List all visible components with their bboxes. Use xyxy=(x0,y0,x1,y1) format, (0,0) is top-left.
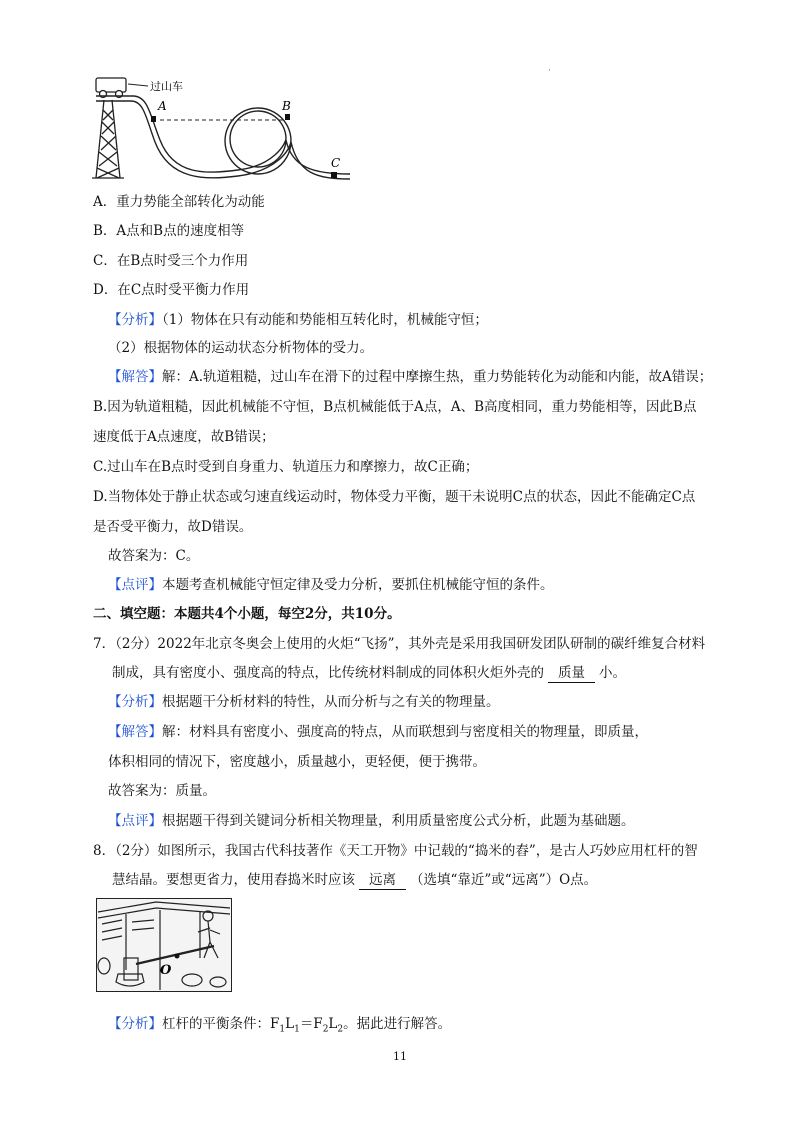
q7-answer-1: 解：材料具有密度小、强度高的特点，从而联想到与密度相关的物理量，即质量， xyxy=(162,724,648,740)
option-b: B．A点和B点的速度相等 xyxy=(93,223,245,239)
q6-answer-2: B.因为轨道粗糙，因此机械能不守恒，B点机械能低于A点，A、B高度相同，重力势能相等，因此B点 xyxy=(93,399,697,415)
q7-final: 故答案为：质量。 xyxy=(108,783,216,799)
option-c: C．在B点时受三个力作用 xyxy=(93,253,249,269)
q7-line2-post: 小。 xyxy=(599,665,626,681)
review-tag: 【点评】 xyxy=(108,813,162,829)
q8-analysis-line xyxy=(108,1015,451,1039)
sub-2: 1 xyxy=(294,1024,300,1035)
q6-answer-6: 是否受平衡力，故D错误。 xyxy=(93,519,253,535)
rice-pounding-figure xyxy=(96,898,232,992)
label-c: C xyxy=(331,156,341,170)
q7-line1: 7．（2分）2022年北京冬奥会上使用的火炬“飞扬”，其外壳是采用我国研发团队研制的碳纤维复合材料 xyxy=(93,636,706,652)
q7-analysis: 根据题干分析材料的特性，从而分析与之有关的物理量。 xyxy=(162,694,500,710)
q6-answer-3: 速度低于A点速度，故B错误； xyxy=(93,429,275,445)
q6-final: 故答案为：C。 xyxy=(108,548,200,564)
label-car: 过山车 xyxy=(150,80,183,93)
sub-3: 2 xyxy=(322,1024,329,1035)
page-number: 11 xyxy=(393,1050,407,1063)
coaster-car xyxy=(96,78,126,98)
analysis-tag: 【分析】 xyxy=(108,1016,162,1032)
q8-blank-answer: 远离 xyxy=(359,871,406,890)
q6-answer-4: C.过山车在B点时受到自身重力、轨道压力和摩擦力，故C正确； xyxy=(93,459,479,475)
q6-analysis-2: （2）根据物体的运动状态分析物体的受力。 xyxy=(108,340,374,356)
stray-dot: · xyxy=(548,66,551,76)
analysis-tag: 【分析】 xyxy=(108,694,162,710)
q7-line2-pre: 制成，具有密度小、强度高的特点，比传统材料制成的同体积火炬外壳的 xyxy=(112,665,544,681)
q8-line2-post: （选填“靠近”或“远离”）O点。 xyxy=(410,872,598,888)
q8-analysis-mid2: ＝F xyxy=(299,1016,323,1032)
q6-analysis-1: （1）物体在只有动能和势能相互转化时，机械能守恒； xyxy=(162,312,488,328)
q8-analysis-mid3: L xyxy=(328,1016,338,1032)
q8-line1: 8．（2分）如图所示，我国古代科技著作《天工开物》中记载的“捣米的舂”，是古人巧妙应用杠杆的智 xyxy=(93,843,698,859)
label-a: A xyxy=(158,99,167,113)
q6-analysis-line xyxy=(108,311,488,329)
analysis-tag: 【分析】 xyxy=(108,312,162,328)
q8-analysis-post: 。据此进行解答。 xyxy=(343,1016,452,1032)
q7-blank-answer: 质量 xyxy=(548,664,595,683)
q8-line2 xyxy=(112,871,597,890)
fulcrum-label: O xyxy=(160,963,172,978)
q6-answer-line xyxy=(108,368,712,386)
option-a: A．重力势能全部转化为动能 xyxy=(93,194,265,210)
sub-4: 2 xyxy=(337,1024,344,1035)
point-b-marker xyxy=(285,114,290,120)
sub-1: 1 xyxy=(279,1024,286,1035)
point-c-marker xyxy=(331,172,337,178)
point-a-marker xyxy=(151,116,156,122)
q6-review-line xyxy=(108,576,554,594)
q7-review: 根据题干得到关键词分析相关物理量，利用质量密度公式分析，此题为基础题。 xyxy=(162,813,635,829)
section-title: 二、填空题：本题共4个小题，每空2分，共10分。 xyxy=(93,606,401,622)
q7-line2 xyxy=(112,664,626,683)
q6-answer-1: 解：A.轨道粗糙，过山车在滑下的过程中摩擦生热，重力势能转化为动能和内能，故A错误； xyxy=(162,369,713,385)
q8-analysis-mid1: L xyxy=(285,1016,295,1032)
roller-coaster-figure xyxy=(88,70,358,185)
q7-analysis-line xyxy=(108,693,500,711)
fulcrum-dot xyxy=(175,954,180,959)
q8-analysis-pre: 杠杆的平衡条件：F xyxy=(162,1016,280,1032)
q8-line2-pre: 慧结晶。要想更省力，使用舂捣米时应该 xyxy=(112,872,355,888)
review-tag: 【点评】 xyxy=(108,577,162,593)
q6-answer-5: D.当物体处于静止状态或匀速直线运动时，物体受力平衡，题干未说明C点的状态，因此不能确定C点 xyxy=(93,489,696,505)
track xyxy=(96,96,350,179)
q7-review-line xyxy=(108,812,635,830)
tower xyxy=(92,100,124,178)
q7-answer-2: 体积相同的情况下，密度越小，质量越小，更轻便，便于携带。 xyxy=(108,754,486,770)
answer-tag: 【解答】 xyxy=(108,724,162,740)
option-d: D．在C点时受平衡力作用 xyxy=(93,282,250,298)
q6-review: 本题考查机械能守恒定律及受力分析，要抓住机械能守恒的条件。 xyxy=(162,577,554,593)
answer-tag: 【解答】 xyxy=(108,369,162,385)
q7-answer-line xyxy=(108,723,648,741)
label-b: B xyxy=(282,99,291,113)
